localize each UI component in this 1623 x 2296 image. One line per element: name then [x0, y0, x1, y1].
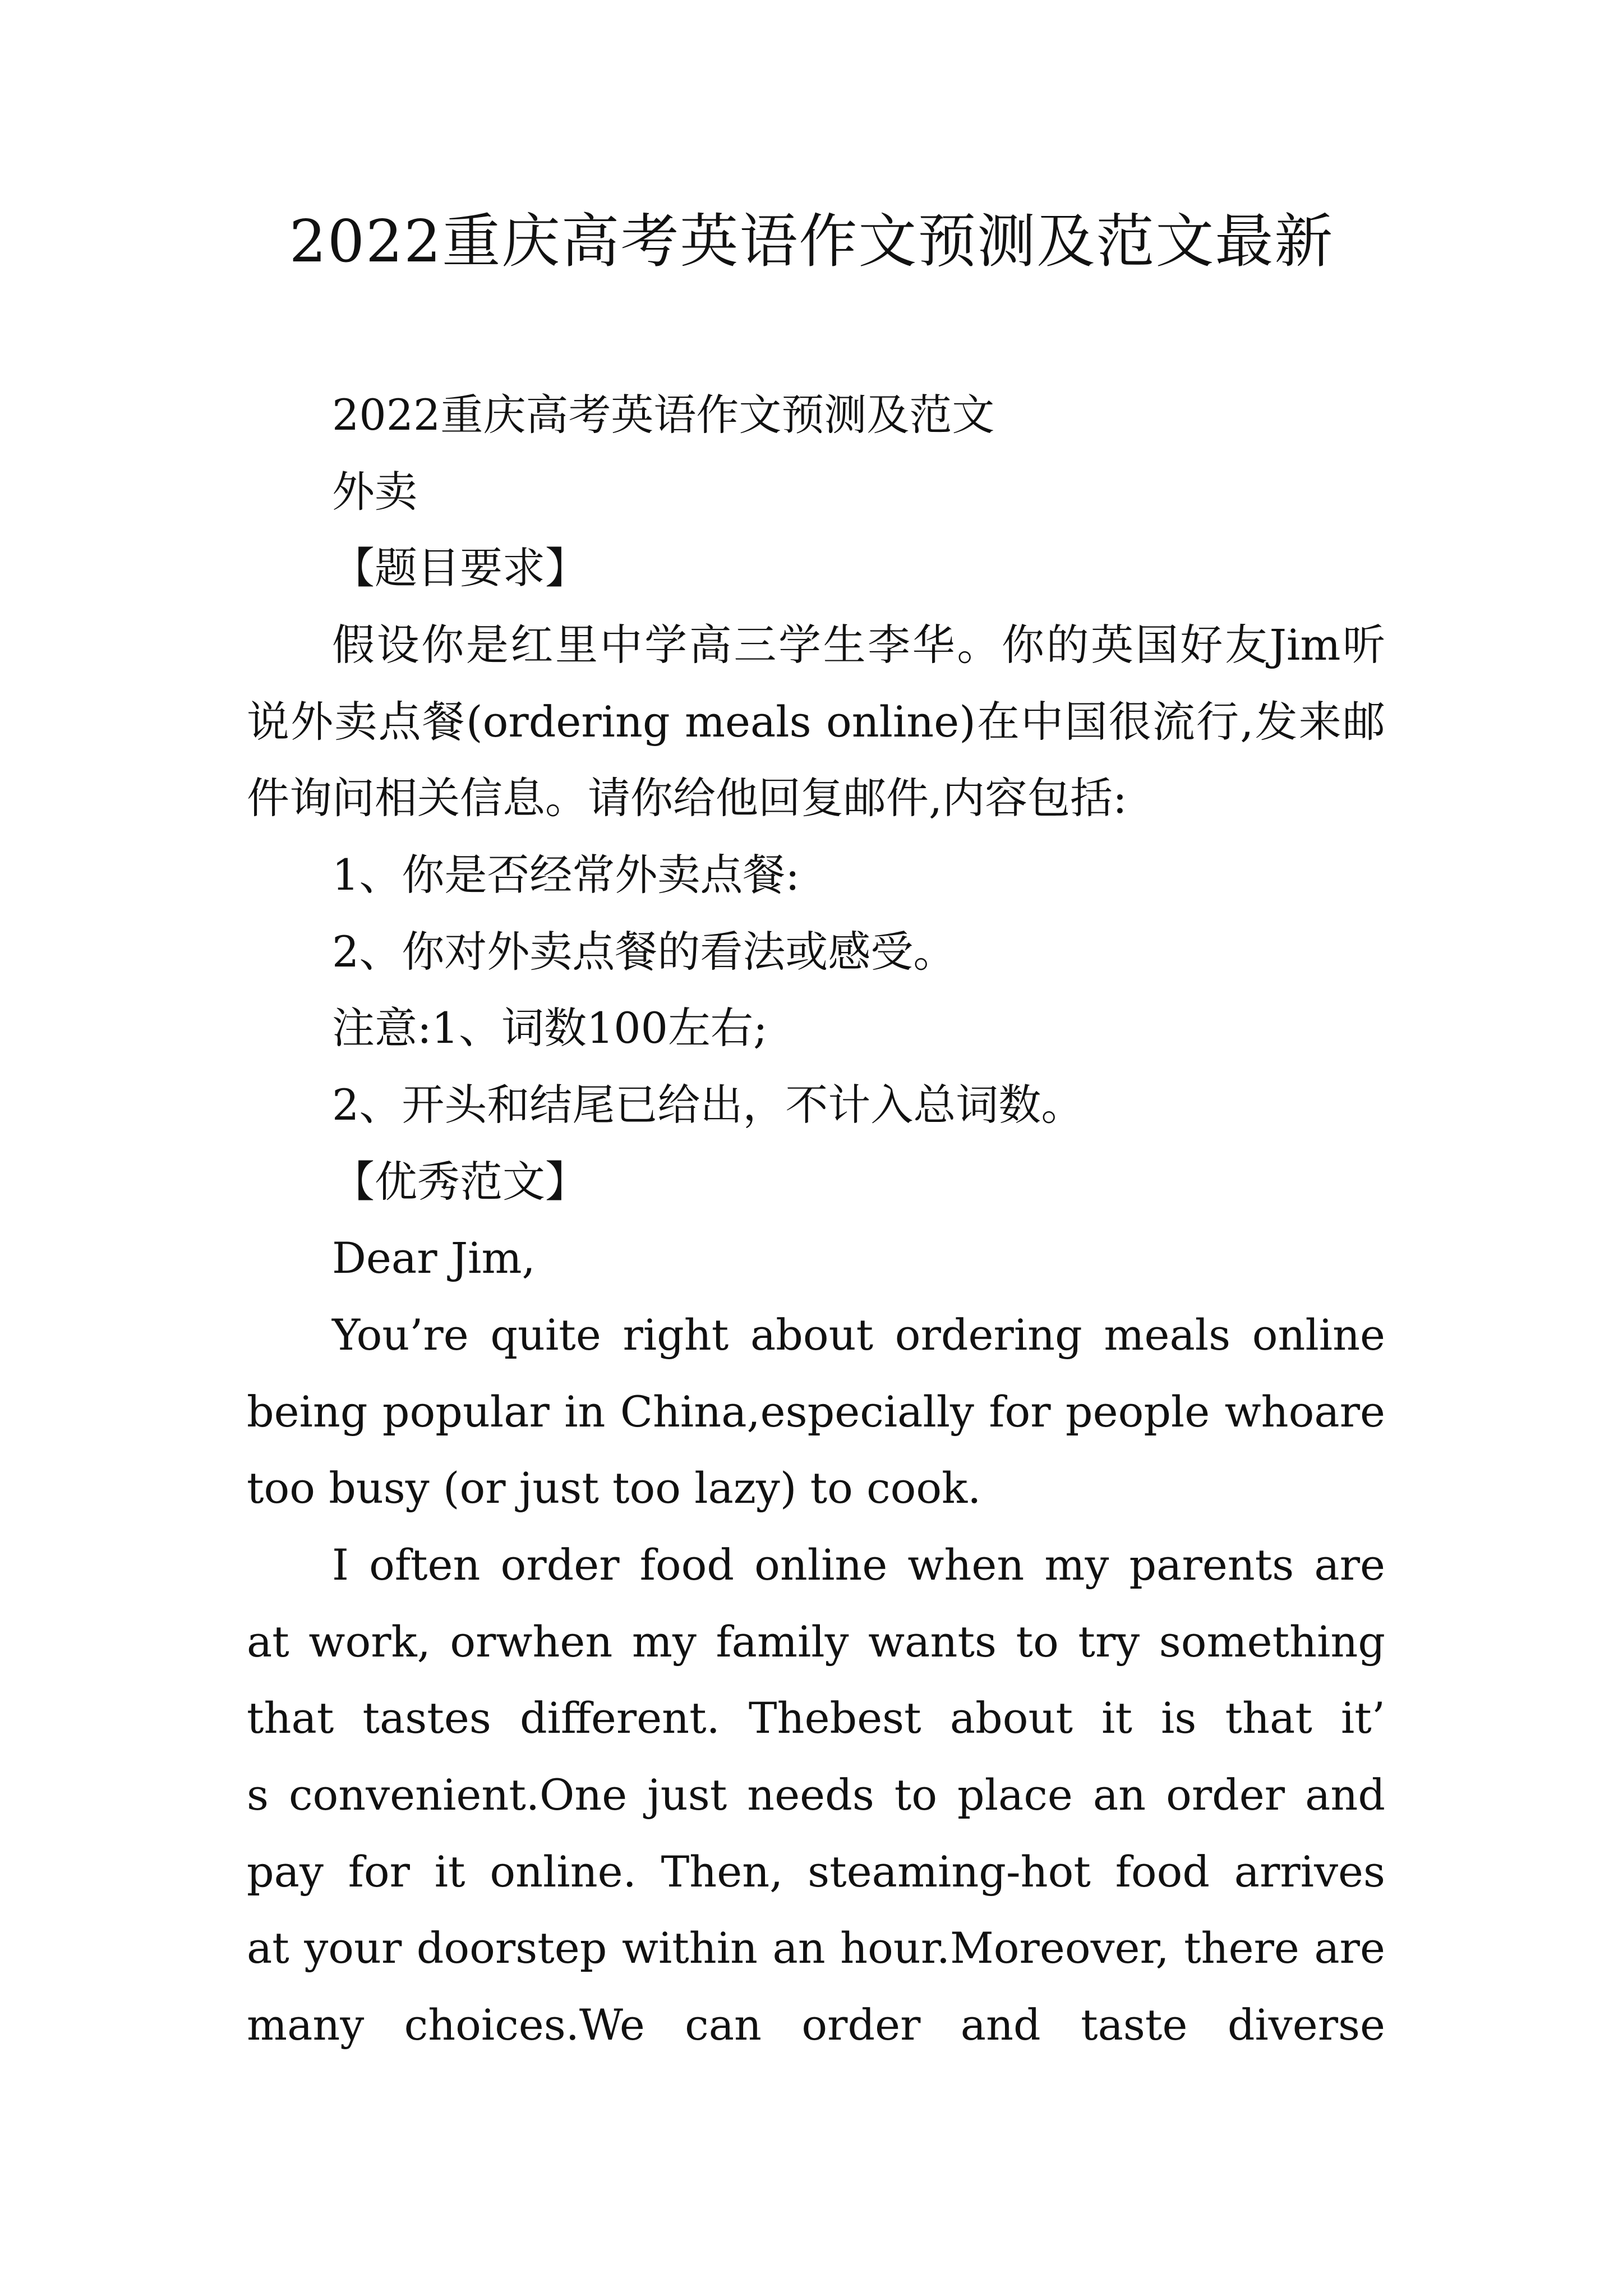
requirement-item-1: 1、你是否经常外卖点餐:: [332, 850, 800, 900]
prompt-line-1: 假设你是红里中学高三学生李华。你的英国好友Jim听: [332, 620, 1385, 670]
topic-line: 外卖: [332, 467, 417, 517]
essay-line-3: too busy (or just too lazy) to cook.: [247, 1463, 981, 1513]
essay-line-5: at work, orwhen my family wants to try something: [247, 1617, 1385, 1667]
essay-line-2: being popular in China,especially for people whoare: [247, 1387, 1385, 1437]
section-heading-requirements: 【题目要求】: [332, 543, 588, 593]
essay-line-9: at your doorstep within an hour.Moreover, there are: [247, 1923, 1385, 1973]
subtitle-line: 2022重庆高考英语作文预测及范文: [332, 390, 995, 440]
prompt-line-2: 说外卖点餐(ordering meals online)在中国很流行,发来邮: [247, 697, 1385, 747]
essay-line-1: You’re quite right about ordering meals online: [332, 1310, 1385, 1360]
note-line-2: 2、开头和结尾已给出，不计入总词数。: [332, 1080, 1084, 1130]
essay-line-10: many choices.We can order and taste diverse: [247, 2000, 1385, 2050]
document-title: 2022重庆高考英语作文预测及范文最新: [289, 207, 1334, 275]
requirement-item-2: 2、你对外卖点餐的看法或感受。: [332, 927, 956, 977]
letter-salutation: Dear Jim,: [332, 1233, 536, 1283]
note-line-1: 注意:1、词数100左右;: [332, 1003, 768, 1053]
essay-line-4: I often order food online when my parents are: [332, 1540, 1385, 1590]
essay-line-8: pay for it online. Then, steaming-hot food arrives: [247, 1847, 1385, 1897]
essay-line-6: that tastes different. Thebest about it is that it’: [247, 1693, 1385, 1743]
section-heading-sample: 【优秀范文】: [332, 1157, 588, 1207]
prompt-line-3: 件询问相关信息。请你给他回复邮件,内容包括:: [247, 773, 1127, 823]
essay-line-7: s convenient.One just needs to place an order and: [247, 1770, 1385, 1820]
